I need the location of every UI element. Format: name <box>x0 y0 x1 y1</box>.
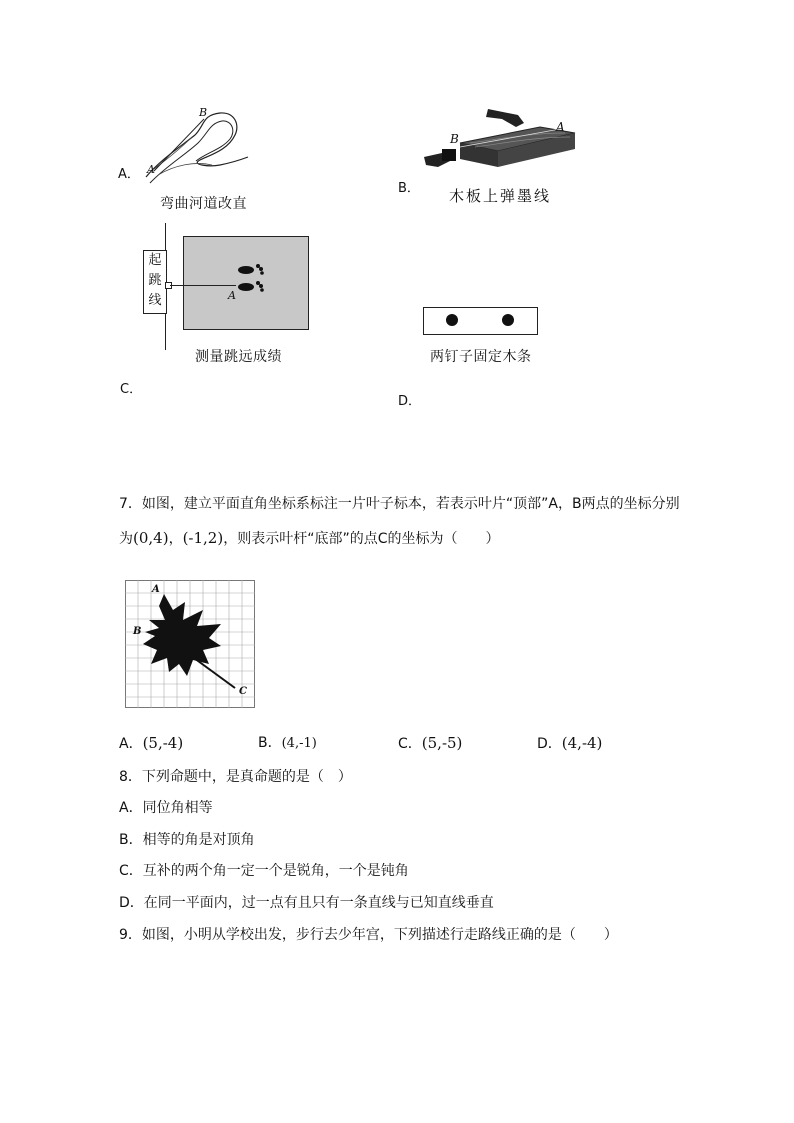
option-b-letter: B． <box>398 181 420 196</box>
q7-option-d-value: (4,-4) <box>561 734 603 752</box>
q8-option-d: D．在同一平面内，过一点有且只有一条直线与已知直线垂直 <box>119 895 494 911</box>
board-label-a: A <box>556 120 565 134</box>
river-figure <box>140 105 250 185</box>
q7-option-d <box>537 733 602 754</box>
takeoff-char-3: 线 <box>148 293 162 308</box>
q7-option-b <box>258 733 317 754</box>
q7-option-a-letter: A． <box>119 736 143 752</box>
q7-coord-a: (0,4) <box>133 529 169 547</box>
jump-label-a: A <box>228 289 236 302</box>
q7-coord-b: (-1,2) <box>182 529 224 547</box>
option-d-caption: 两钉子固定木条 <box>430 349 532 365</box>
q7-suffix: ，则表示叶杆“底部”的点C的坐标为（ ） <box>223 531 500 547</box>
board-label-b: B <box>450 132 459 146</box>
takeoff-char-1: 起 <box>148 253 162 268</box>
nail-right-icon <box>502 314 514 326</box>
option-b-caption: 木板上弹墨线 <box>449 187 552 205</box>
q7-option-a <box>119 733 183 754</box>
leaf-label-b: B <box>133 626 142 637</box>
q7-sep: ， <box>168 531 183 547</box>
wood-strip <box>423 307 538 335</box>
footprints-icon <box>234 262 274 296</box>
q7-stem-line1: 7．如图，建立平面直角坐标系标注一片叶子标本，若表示叶片“顶部”A，B两点的坐标分别 <box>119 496 680 512</box>
takeoff-board <box>143 250 167 314</box>
q7-option-c-value: (5,-5) <box>421 734 463 752</box>
q7-option-c <box>398 733 462 754</box>
river-label-b: B <box>199 106 208 119</box>
q7-option-b-value: (4,-1) <box>281 736 317 751</box>
q8-option-c: C．互补的两个角一定一个是锐角，一个是钝角 <box>119 863 409 879</box>
board-figure <box>420 105 580 177</box>
option-a-letter: A． <box>118 167 140 182</box>
nail-left-icon <box>446 314 458 326</box>
q7-option-b-letter: B． <box>258 735 282 751</box>
option-d-letter: D． <box>398 394 422 409</box>
q7-option-c-letter: C． <box>398 736 422 752</box>
q7-prefix: 为 <box>119 531 133 547</box>
measure-line <box>170 285 236 286</box>
q8-option-b: B．相等的角是对顶角 <box>119 832 255 848</box>
leaf-label-a: A <box>152 584 160 595</box>
q7-option-a-value: (5,-4) <box>142 734 184 752</box>
takeoff-char-2: 跳 <box>148 273 162 288</box>
q9-stem: 9．如图，小明从学校出发，步行去少年宫，下列描述行走路线正确的是（ ） <box>119 927 618 943</box>
leaf-label-c: C <box>239 686 247 697</box>
option-a-caption: 弯曲河道改直 <box>160 196 247 212</box>
river-label-a: A <box>147 163 155 176</box>
leaf-grid-figure <box>125 580 255 708</box>
option-c-letter: C． <box>120 382 143 397</box>
q7-option-d-letter: D． <box>537 736 562 752</box>
q7-stem-line2 <box>119 528 499 549</box>
q8-option-a: A．同位角相等 <box>119 800 213 816</box>
option-c-caption: 测量跳远成绩 <box>195 349 282 365</box>
q8-stem: 8．下列命题中，是真命题的是（ ） <box>119 769 352 785</box>
